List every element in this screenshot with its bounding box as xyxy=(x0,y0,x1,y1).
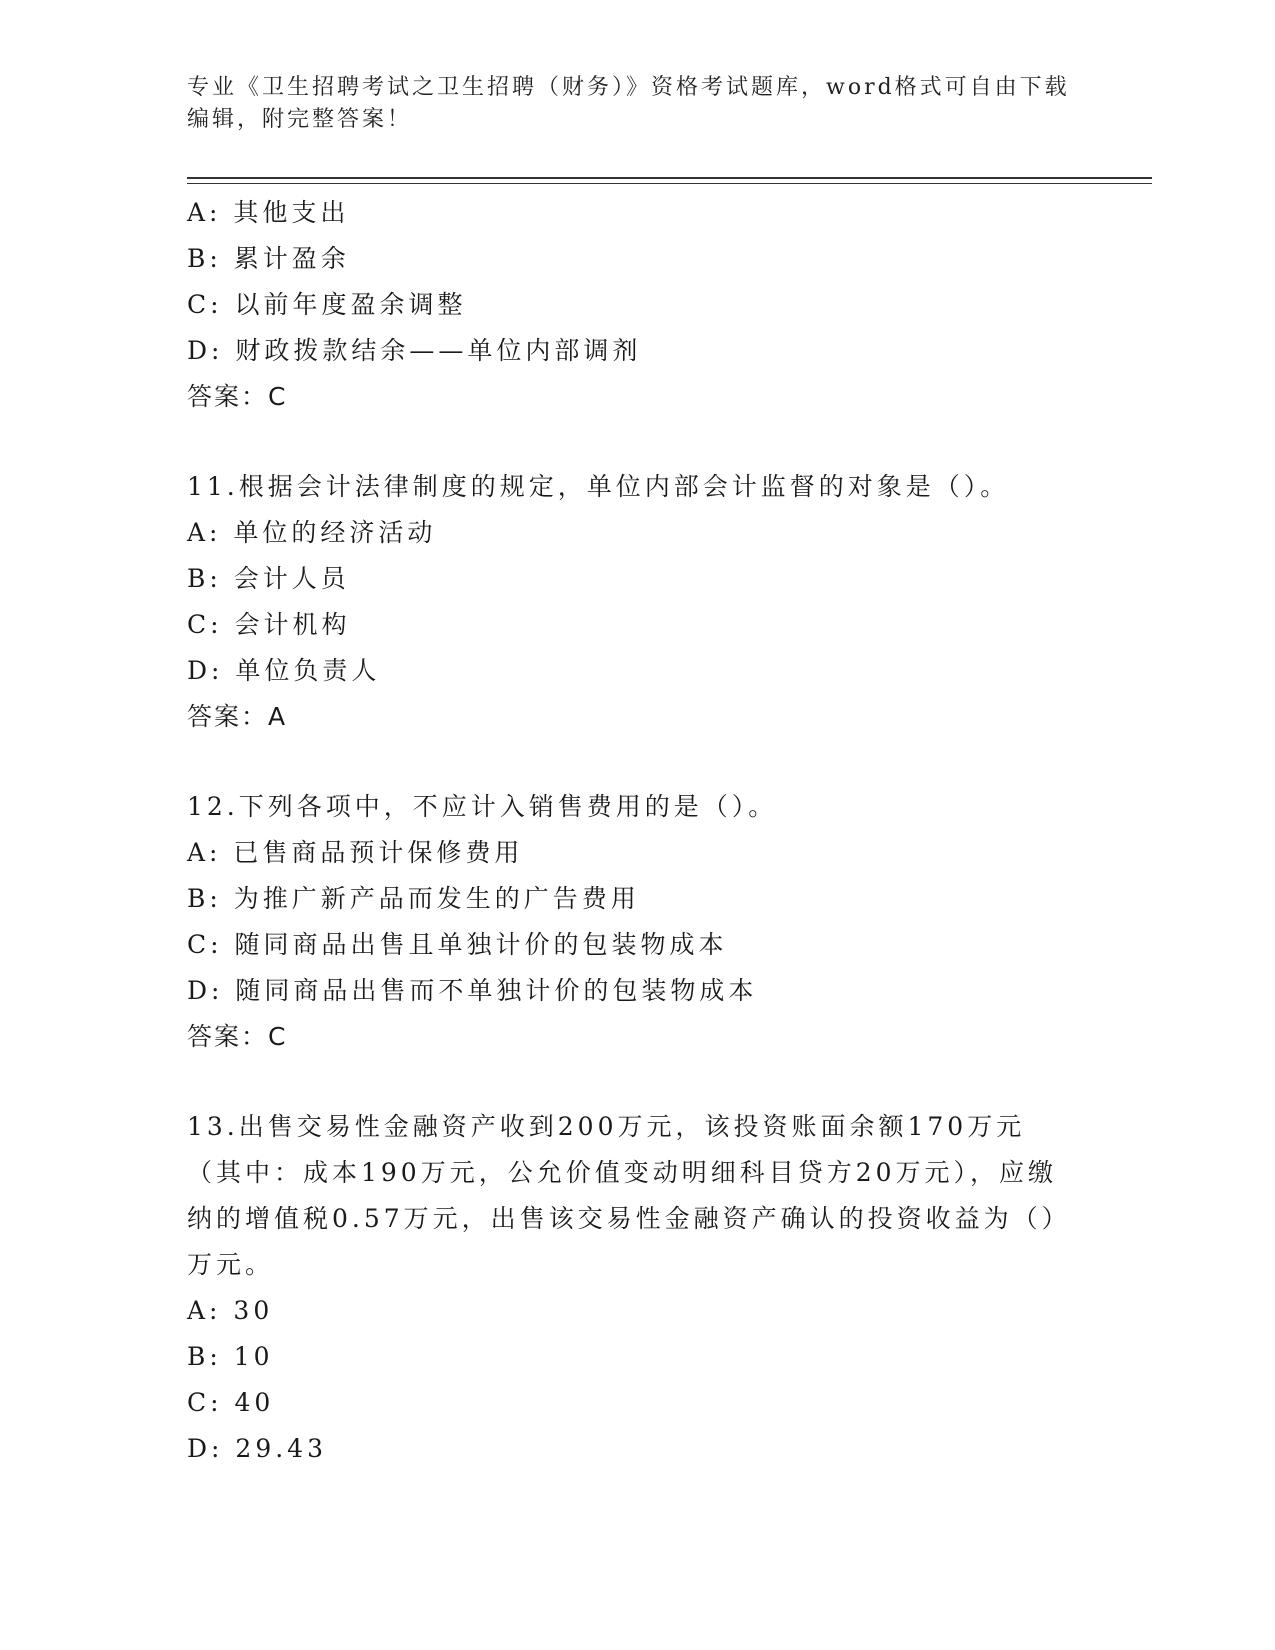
question-text: 12.下列各项中，不应计入销售费用的是（）。 xyxy=(187,792,778,821)
question-text: 11.根据会计法律制度的规定，单位内部会计监督的对象是（）。 xyxy=(187,472,1010,501)
option-c: C: 以前年度盈余调整 xyxy=(187,290,467,319)
question-12-block xyxy=(187,784,1087,1060)
question-13-block xyxy=(187,1104,1087,1472)
spacer xyxy=(187,740,1087,784)
option-d: D: 随同商品出售而不单独计价的包装物成本 xyxy=(187,976,758,1005)
option-b: B: 为推广新产品而发生的广告费用 xyxy=(187,884,640,913)
option-b: B: 会计人员 xyxy=(187,564,350,593)
question-10-block xyxy=(187,190,1087,420)
option-d: D: 29.43 xyxy=(187,1434,327,1463)
option-c: C: 随同商品出售且单独计价的包装物成本 xyxy=(187,930,728,959)
document-header: 专业《卫生招聘考试之卫生招聘（财务）》资格考试题库，word格式可自由下载编辑，附完整答案！ xyxy=(187,75,1070,132)
spacer xyxy=(187,420,1087,464)
answer-label: 答案：A xyxy=(187,702,288,731)
option-c: C: 40 xyxy=(187,1388,275,1417)
option-b: B: 累计盈余 xyxy=(187,244,350,273)
option-d: D: 财政拨款结余——单位内部调剂 xyxy=(187,336,642,365)
option-a: A: 已售商品预计保修费用 xyxy=(187,838,524,867)
option-d: D: 单位负责人 xyxy=(187,656,381,685)
spacer xyxy=(187,1060,1087,1104)
answer-label: 答案：C xyxy=(187,382,288,411)
option-c: C: 会计机构 xyxy=(187,610,351,639)
answer-label: 答案：C xyxy=(187,1022,288,1051)
header-divider xyxy=(187,177,1152,184)
option-b: B: 10 xyxy=(187,1342,274,1371)
option-a: A: 其他支出 xyxy=(187,198,350,227)
question-text: 13.出售交易性金融资产收到200万元，该投资账面余额170万元（其中：成本190万元，公允价值变动明细科目贷方20万元），应缴纳的增值税0.57万元，出售该交易性金融资产确认的投资收益为（）万元。 xyxy=(187,1112,1071,1279)
option-a: A: 单位的经济活动 xyxy=(187,518,437,547)
option-a: A: 30 xyxy=(187,1296,274,1325)
question-11-block xyxy=(187,464,1087,740)
question-list xyxy=(187,190,1087,1472)
